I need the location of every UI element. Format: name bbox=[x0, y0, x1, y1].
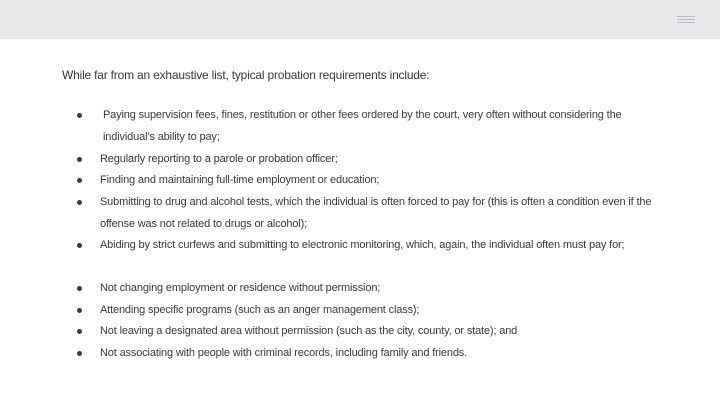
bullet-icon bbox=[77, 243, 82, 248]
bullet-icon bbox=[77, 286, 82, 291]
list-item-text: Regularly reporting to a parole or probation officer; bbox=[100, 153, 338, 165]
list-item-text: Submitting to drug and alcohol tests, which the individual is often forced to pay for (this is often a condition even if the offense was not related to drugs or alcohol); bbox=[100, 196, 652, 230]
list-item-text: Finding and maintaining full-time employment or education; bbox=[100, 174, 380, 186]
bullet-icon bbox=[77, 351, 82, 356]
bullet-icon bbox=[77, 329, 82, 334]
intro-text: While far from an exhaustive list, typical probation requirements include: bbox=[62, 68, 430, 82]
bullet-icon bbox=[77, 178, 82, 183]
bullet-icon bbox=[77, 308, 82, 313]
bullet-icon bbox=[77, 157, 82, 162]
bullet-icon bbox=[77, 200, 82, 205]
list-item-text: Not changing employment or residence without permission; bbox=[100, 282, 381, 294]
list-item-text: Attending specific programs (such as an anger management class); bbox=[100, 304, 420, 316]
list-item-text: Not associating with people with criminal records, including family and friends. bbox=[100, 347, 468, 359]
list-item-text: Not leaving a designated area without permission (such as the city, county, or state); and bbox=[100, 325, 518, 337]
list-item-text: Paying supervision fees, fines, restitution or other fees ordered by the court, very often without considering the individual’s ability to pay; bbox=[103, 109, 622, 143]
list-item-text: Abiding by strict curfews and submitting to electronic monitoring, which, again, the individual often must pay for; bbox=[100, 239, 625, 251]
bullet-icon bbox=[77, 113, 82, 118]
